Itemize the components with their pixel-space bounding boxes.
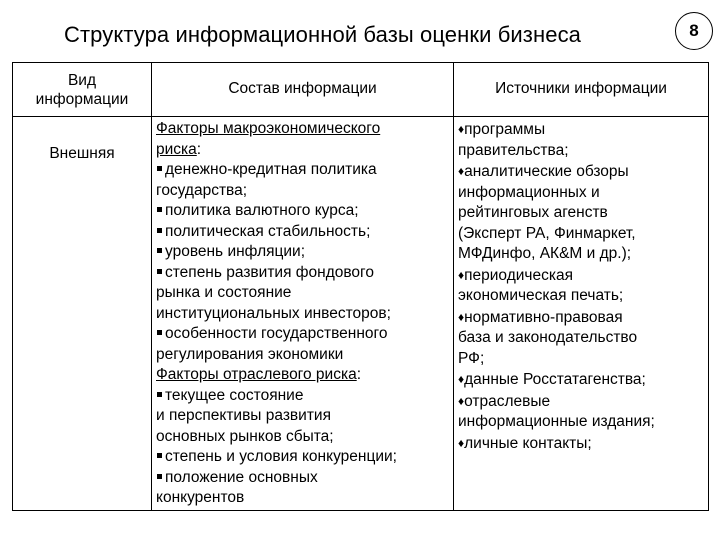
source-item-line (458, 433, 704, 455)
macro-factor-item-line (156, 304, 449, 325)
kind-cell: Внешняя (13, 117, 152, 511)
diamond-bullet-icon: ♦ (458, 164, 465, 178)
macro-factor-item (156, 201, 449, 222)
macro-factor-item-line (156, 160, 449, 181)
square-bullet-icon (157, 166, 162, 171)
source-item (458, 369, 704, 391)
macro-factor-item (156, 160, 449, 201)
source-item-line (458, 307, 704, 329)
info-base-table (12, 62, 709, 511)
macro-factor-item-line (156, 201, 449, 222)
industry-heading-colon: : (356, 366, 362, 383)
industry-factor-item (156, 386, 449, 448)
slide-title: Структура информационной базы оценки бизнеса (64, 22, 582, 47)
source-item-text: отраслевые (464, 392, 551, 410)
macro-factor-item-line (156, 324, 449, 345)
macro-heading-text-2: риска (156, 140, 197, 158)
macro-factor-item-line (156, 283, 449, 304)
square-bullet-icon (157, 474, 162, 479)
industry-factor-item-text: текущее состояние (165, 386, 304, 404)
source-item (458, 433, 704, 455)
composition-cell (152, 117, 454, 511)
diamond-bullet-icon: ♦ (458, 393, 465, 408)
source-item (458, 307, 704, 370)
industry-factor-item-text: основных рынков сбыта; (156, 427, 334, 445)
industry-factor-item (156, 447, 449, 468)
macro-factor-item-text: особенности государственного (165, 325, 388, 342)
macro-factor-item-line (156, 345, 449, 366)
square-bullet-icon (157, 248, 162, 253)
macro-factor-item-text: политика валютного курса; (165, 202, 359, 219)
macro-factor-item-text: государства; (156, 181, 248, 199)
source-item-text: база и законодательство (458, 329, 638, 346)
source-item-text: периодическая (464, 266, 573, 284)
macro-factor-item-line (156, 181, 449, 202)
source-item (458, 265, 704, 307)
source-item (458, 161, 704, 265)
square-bullet-icon (157, 453, 162, 458)
source-item-text: аналитические обзоры (464, 163, 629, 180)
source-item-line (458, 349, 704, 370)
macro-factor-item-text: институциональных инвесторов; (156, 304, 391, 322)
macro-factor-item-text: регулирования экономики (156, 345, 344, 363)
macro-factor-item-line (156, 242, 449, 263)
industry-factor-item-text: степень и условия конкуренции; (165, 448, 397, 465)
industry-heading (156, 365, 449, 386)
macro-factor-item-text: денежно-кредитная политика (165, 161, 377, 178)
source-item-line (458, 224, 704, 245)
industry-factor-item-line (156, 406, 449, 427)
sources-cell (454, 117, 709, 511)
source-item-text: (Эксперт РА, Финмаркет, (458, 224, 636, 242)
macro-heading-line-2 (156, 140, 449, 161)
industry-factor-item-line (156, 386, 449, 407)
source-item-line (458, 119, 704, 141)
diamond-bullet-icon: ♦ (458, 309, 465, 324)
macro-factor-item-text: рынка и состояние (156, 284, 292, 301)
industry-factor-item-text: конкурентов (156, 489, 245, 506)
square-bullet-icon (157, 330, 162, 335)
source-item-line (458, 412, 704, 433)
source-item-text: правительства; (458, 141, 569, 159)
square-bullet-icon (157, 392, 162, 397)
macro-factor-item (156, 324, 449, 365)
source-item-text: данные Росстатагенства; (464, 371, 646, 388)
diamond-bullet-icon: ♦ (458, 435, 465, 450)
source-item-text: МФДинфо, АК&М и др.); (458, 245, 632, 262)
source-item-line (458, 203, 704, 224)
source-item-line (458, 141, 704, 162)
industry-factor-item-line (156, 468, 449, 489)
source-item-line (458, 244, 704, 265)
slide-number-badge: 8 (675, 12, 713, 50)
diamond-bullet-icon: ♦ (458, 372, 465, 386)
square-bullet-icon (157, 269, 162, 274)
source-item (458, 391, 704, 433)
source-item-text: экономическая печать; (458, 287, 624, 304)
macro-heading-text-1: Факторы макроэкономического (156, 120, 381, 137)
header-kind (13, 63, 152, 117)
industry-factor-list (156, 386, 449, 509)
source-item-text: личные контакты; (464, 434, 592, 452)
source-item-text: рейтинговых агенств (458, 204, 608, 221)
source-item-text: нормативно-правовая (464, 308, 623, 326)
source-item-text: программы (464, 121, 546, 138)
source-item-text: РФ; (458, 349, 485, 367)
square-bullet-icon (157, 228, 162, 233)
source-item-line (458, 183, 704, 204)
source-item-line (458, 161, 704, 183)
square-bullet-icon (157, 207, 162, 212)
industry-factor-item-line (156, 447, 449, 468)
macro-factor-item (156, 222, 449, 243)
table-header-row (13, 63, 709, 117)
header-kind-label: Вид информации (35, 71, 129, 108)
source-item-line (458, 328, 704, 349)
macro-factor-item-text: политическая стабильность; (165, 222, 371, 240)
source-item-text: информационные издания; (458, 413, 655, 430)
table-row (13, 117, 709, 511)
macro-heading-colon: : (196, 140, 202, 158)
header-sources: Источники информации (454, 63, 709, 117)
source-item-line (458, 286, 704, 307)
header-composition: Состав информации (152, 63, 454, 117)
macro-factor-item-line (156, 263, 449, 284)
macro-factor-list (156, 160, 449, 365)
industry-factor-item-line (156, 427, 449, 448)
macro-factor-item (156, 263, 449, 325)
macro-factor-item (156, 242, 449, 263)
source-item-line (458, 265, 704, 287)
source-item-text: информационных и (458, 183, 600, 201)
macro-factor-item-text: степень развития фондового (165, 263, 374, 281)
source-item (458, 119, 704, 161)
diamond-bullet-icon: ♦ (458, 122, 465, 136)
macro-factor-item-text: уровень инфляции; (165, 243, 306, 260)
sources-list (458, 119, 704, 454)
macro-factor-item-line (156, 222, 449, 243)
source-item-line (458, 369, 704, 391)
industry-factor-item-line (156, 488, 449, 509)
industry-factor-item (156, 468, 449, 509)
source-item-line (458, 391, 704, 413)
industry-factor-item-text: положение основных (165, 468, 318, 486)
diamond-bullet-icon: ♦ (458, 267, 465, 282)
industry-heading-text: Факторы отраслевого риска (156, 366, 357, 383)
macro-heading (156, 119, 449, 140)
industry-factor-item-text: и перспективы развития (156, 407, 331, 424)
